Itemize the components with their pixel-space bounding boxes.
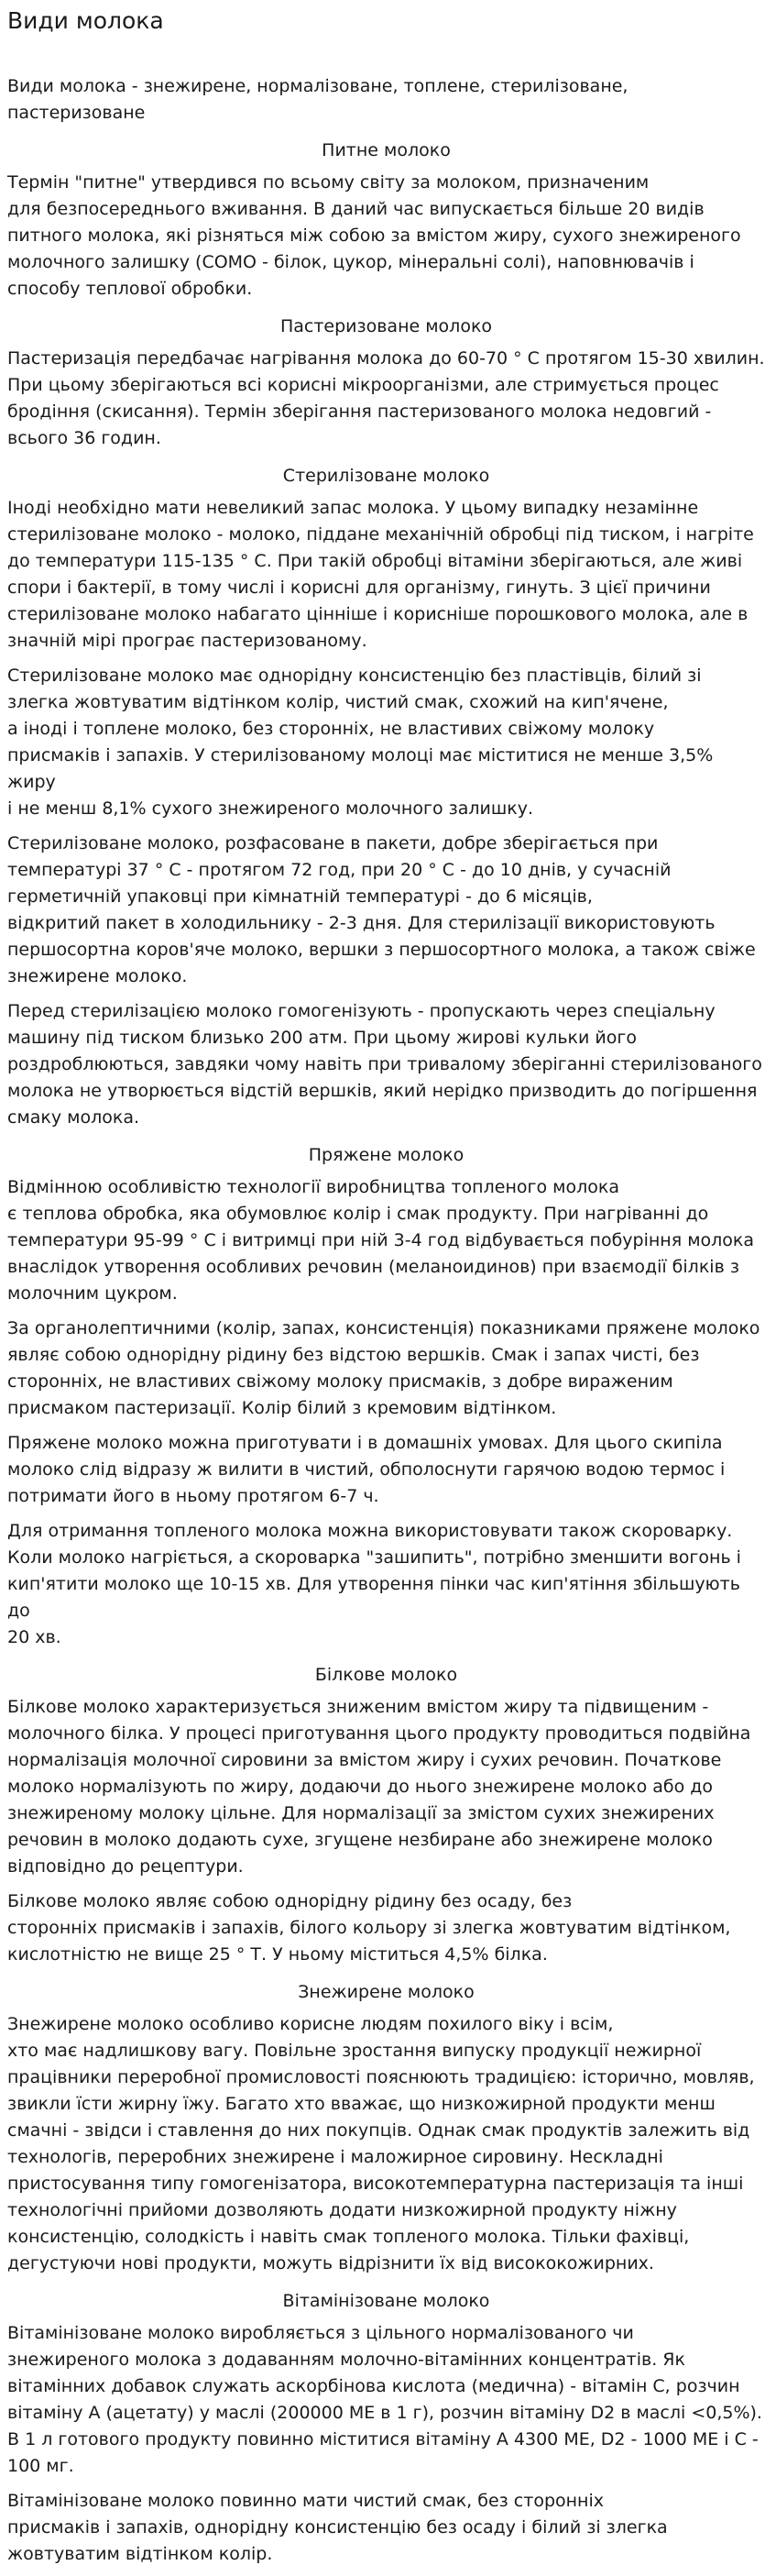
section (7, 1662, 765, 1968)
section-heading: Вітамінізоване молоко (282, 2291, 490, 2311)
section-paragraph: Стерилізоване молоко, розфасоване в пакети, добре зберігається при температурі 37 ° С - протягом 72 год, при 20 ° С - до 10 днів, у сучасній герметичній упаковці при кімнатній температурі - до 6 місяців, відкритий пакет в холодильнику - 2-3 дня. Для стерилізації використовують першосортна коров'яче молоко, вершки з першосортного молока, а також свіже знежирене молоко. (7, 833, 756, 986)
document-page (0, 7, 776, 2568)
section-heading: Пастеризоване молоко (279, 316, 493, 336)
section-paragraph: Вітамінізоване молоко виробляється з цільного нормалізованого чи знежиреного молока з додаванням молочно-вітамінних концентратів. Як вітамінних добавок служать аскорбінова кислота (медична) - вітамін С, розчин вітаміну А (ацетату) у маслі (200000 МЕ в 1 г), розчин вітаміну D2 в маслі <0,5%). В 1 л готового продукту повинно міститися вітаміну А 4300 МЕ, D2 - 1000 МЕ і С - 100 мг. (7, 2323, 762, 2476)
section-heading: Питне молоко (322, 140, 451, 160)
section-paragraph: Перед стерилізацією молоко гомогенізують - пропускають через спеціальну машину під тиском близько 200 атм. При цьому жирові кульки його роздроблюються, завдяки чому навіть при тривалому зберіганні стерилізованого молока не утворюється відстій вершків, який нерідко призводить до погіршення смаку молока. (7, 1001, 762, 1128)
section-paragraph: Іноді необхідно мати невеликий запас молока. У цьому випадку незамінне стерилізоване молоко - молоко, піддане механічній обробці під тиском, і нагріте до температури 115-135 ° С. При такій обробці вітаміни зберігаються, але живі спори і бактерії, в тому числі і корисні для організму, гинуть. З цієї причини стерилізоване молоко набагато цінніше і корисніше порошкового молока, але в значній мірі програє пастеризованому. (7, 498, 754, 651)
section (7, 1979, 765, 2277)
section (7, 463, 765, 1131)
section-paragraph: Стерилізоване молоко має однорідну консистенцію без пластівців, білий зі злегка жовтуватим відтінком колір, чистий смак, схожий на кип'ячене, а іноді і топлене молоко, без сторонніх, не властивих свіжому молоку присмаків і запахів. У стерилізованому молоці має міститися не менше 3,5% жиру і не менш 8,1% сухого знежиреного молочного залишку. (7, 666, 714, 819)
section-heading: Білкове молоко (314, 1665, 458, 1685)
section (7, 2288, 765, 2568)
sections-container (7, 138, 765, 2568)
section-paragraph: Вітамінізоване молоко повинно мати чистий смак, без сторонніх присмаків і запахів, однорідну консистенцію без осаду і білий зі злегка жовтуватим відтінком колір. (7, 2491, 668, 2564)
section-heading: Стерилізоване молоко (282, 466, 490, 486)
section (7, 314, 765, 452)
section-paragraph: Пастеризація передбачає нагрівання молока до 60-70 ° С протягом 15-30 хвилин. При цьому зберігаються всі корисні мікроорганізми, але стримується процес бродіння (скисання). Термін зберігання пастеризованого молока недовгий - всього 36 годин. (7, 348, 765, 448)
section-heading: Пряжене молоко (308, 1145, 465, 1165)
page-title: Види молока (7, 7, 164, 34)
section-paragraph: Білкове молоко характеризується зниженим вмістом жиру та підвищеним - молочного білка. У процесі приготування цього продукту проводиться подвійна нормалізація молочної сировини за вмістом жиру і сухих речовин. Початкове молоко нормалізують по жиру, додаючи до нього знежирене молоко або до знежиреному молоку цільне. Для нормалізації за змістом сухих знежирених речовин в молоко додають сухе, згущене незбиране або знежирене молоко відповідно до рецептури. (7, 1697, 751, 1877)
section-paragraph: Термін "питне" утвердився по всьому світу за молоком, призначеним для безпосереднього вживання. В даний час випускається більше 20 видів питного молока, які різняться між собою за вмістом жиру, сухого знежиреного молочного залишку (СОМО - білок, цукор, мінеральні солі), наповнювачів і способу теплової обробки. (7, 172, 741, 299)
section (7, 138, 765, 303)
section-paragraph: Знежирене молоко особливо корисне людям похилого віку і всім, хто має надлишкову вагу. Повільне зростання випуску продукції нежирної працівники переробної промисловості пояснюють традицією: історично, мовляв, звикли їсти жирну їжу. Багато хто вважає, що низкожирной продукти менш смачні - звідси і ставлення до них покупців. Однак смак продуктів залежить від технологів, переробних знежирене і маложирное сировину. Нескладні пристосування типу гомогенізатора, високотемпературна пастеризація та інші технологічні прийоми дозволяють додати низкожирной продукту ніжну консистенцію, солодкість і навіть смак топленого молока. Тільки фахівці, дегустуючи нові продукти, можуть відрізнити їх від висококожирних. (7, 2014, 755, 2273)
intro-paragraph: Види молока - знежирене, нормалізоване, топлене, стерилізоване, пастеризоване (7, 76, 628, 123)
section-paragraph: Білкове молоко являє собою однорідну рідину без осаду, без сторонніх присмаків і запахів, білого кольору зі злегка жовтуватим відтінком, кислотністю не вище 25 ° Т. У ньому міститься 4,5% білка. (7, 1891, 731, 1965)
section (7, 1142, 765, 1651)
section-heading: Знежирене молоко (298, 1982, 475, 2002)
section-paragraph: За органолептичними (колір, запах, консистенція) показниками пряжене молоко являє собою однорідну рідину без відстою вершків. Смак і запах чисті, без сторонніх, не властивих свіжому молоку присмаків, з добре вираженим присмаком пастеризації. Колір білий з кремовим відтінком. (7, 1318, 760, 1418)
section-paragraph: Для отримання топленого молока можна використовувати також скороварку. Коли молоко нагріється, а скороварка "зашипить", потрібно зменшити вогонь і кип'ятити молоко ще 10-15 хв. Для утворення пінки час кип'ятіння збільшують до 20 хв. (7, 1521, 741, 1647)
section-paragraph: Відмінною особливістю технології виробництва топленого молока є теплова обробка, яка обумовлює колір і смак продукту. При нагріванні до температури 95-99 ° С і витримці при ній 3-4 год відбувається побуріння молока внаслідок утворення особливих речовин (меланоидинов) при взаємодії білків з молочним цукром. (7, 1177, 755, 1304)
section-paragraph: Пряжене молоко можна приготувати і в домашніх умовах. Для цього скипіла молоко слід відразу ж вилити в чистий, обполоснути гарячою водою термос і потримати його в ньому протягом 6-7 ч. (7, 1433, 726, 1506)
